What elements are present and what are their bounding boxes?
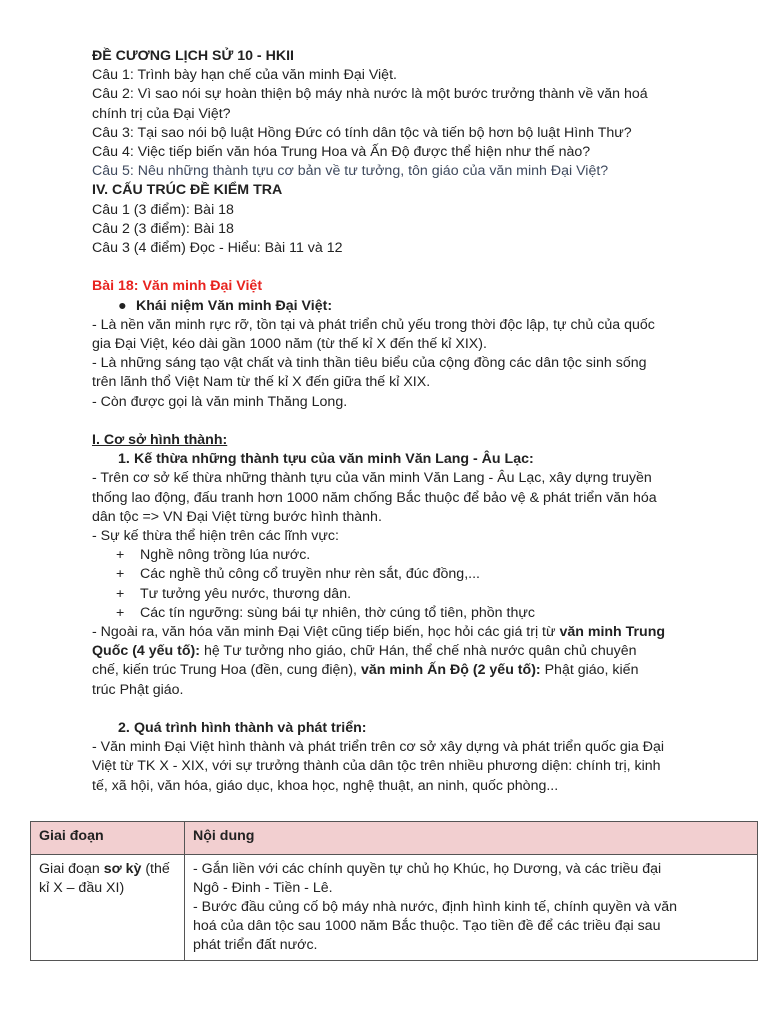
concept-heading: Khái niệm Văn minh Đại Việt: (136, 297, 333, 314)
period-emphasis: sơ kỳ (103, 861, 142, 877)
plus-marker: + (116, 585, 125, 602)
sub1-line: - Sự kế thừa thể hiện trên các lĩnh vực: (92, 528, 339, 545)
concept-line: - Là nền văn minh rực rỡ, tồn tại và phát triển chủ yếu trong thời độc lập, tự chủ của quốc (92, 316, 655, 333)
concept-line: gia Đại Việt, kéo dài gần 1000 năm (từ thế kỉ X đến thế kỉ XIX). (92, 336, 487, 353)
spacer (92, 412, 736, 431)
sub2-line: tế, xã hội, văn hóa, giáo dục, khoa học, nghệ thuật, an ninh, quốc phòng... (92, 777, 559, 794)
question-1: Câu 1: Trình bày hạn chế của văn minh Đại Việt. (92, 67, 397, 84)
influence-emphasis: văn minh Trung (559, 624, 666, 641)
sub1-line: dân tộc => VN Đại Việt từng bước hình thành. (92, 508, 382, 525)
doc-title: ĐỀ CƯƠNG LỊCH SỬ 10 - HKII (92, 48, 294, 64)
structure-item-2: Câu 2 (3 điểm): Bài 18 (92, 220, 234, 237)
sub2-line: Việt từ TK X - XIX, với sự trưởng thành của dân tộc trên nhiều phương diện: chính trị, kinh (92, 758, 661, 775)
concept-line: - Là những sáng tạo vật chất và tinh thần tiêu biểu của cộng đồng các dân tộc sinh sống (92, 355, 647, 372)
plus-item (92, 604, 736, 623)
content-line: - Gắn liền với các chính quyền tự chủ họ Khúc, họ Dương, và các triều đại (193, 861, 662, 877)
structure-heading: IV. CẤU TRÚC ĐỀ KIỂM TRA (92, 182, 283, 199)
table-header-cell: Giai đoạn (31, 822, 185, 855)
plus-marker: + (116, 604, 125, 621)
plus-marker: + (116, 547, 125, 564)
plus-item-text: Các nghề thủ công cổ truyền như rèn sắt, đúc đồng,... (140, 566, 480, 583)
lesson-title: Bài 18: Văn minh Đại Việt (92, 278, 263, 295)
influence-text: chế, kiến trúc Trung Hoa (đền, cung điện), (92, 662, 361, 679)
section1-heading: I. Cơ sở hình thành: (92, 432, 228, 449)
plus-item (92, 565, 736, 584)
influence-emphasis: văn minh Ấn Độ (2 yếu tố): (360, 662, 541, 679)
sub1-line: thống lao động, đấu tranh hơn 1000 năm chống Bắc thuộc để bảo vệ & phát triển văn hóa (92, 489, 657, 506)
structure-item-3: Câu 3 (4 điểm) Đọc - Hiểu: Bài 11 và 12 (92, 240, 343, 257)
content-line: - Bước đầu củng cố bộ máy nhà nước, định hình kinh tế, chính quyền và văn (193, 899, 678, 915)
question-2: Câu 2: Vì sao nói sự hoàn thiện bộ máy nhà nước là một bước trưởng thành về văn hoá (92, 86, 648, 103)
plus-item-text: Các tín ngưỡng: sùng bái tự nhiên, thờ cúng tổ tiên, phồn thực (140, 604, 535, 621)
table-header-cell: Nội dung (185, 822, 758, 855)
sub2-heading: Quá trình hình thành và phát triển: (134, 720, 367, 737)
plus-item (92, 585, 736, 604)
question-2-cont: chính trị của Đại Việt? (92, 105, 231, 122)
spacer (92, 258, 736, 277)
question-5: Câu 5: Nêu những thành tựu cơ bản về tư tưởng, tôn giáo của văn minh Đại Việt? (92, 163, 609, 180)
influence-emphasis: Quốc (4 yếu tố): (92, 643, 200, 660)
periods-table (30, 821, 758, 961)
sub2-row (92, 719, 736, 738)
table-cell-content (185, 855, 758, 961)
content-line: hoá của dân tộc sau 1000 năm Bắc thuộc. Tạo tiền đề để các triều đại sau (193, 918, 661, 934)
sub2-number: 2. (118, 720, 130, 737)
concept-line: - Còn được gọi là văn minh Thăng Long. (92, 393, 348, 410)
content-line: Ngô - Đinh - Tiền - Lê. (193, 880, 333, 896)
table-cell-period (31, 855, 185, 961)
sub2-line: - Văn minh Đại Việt hình thành và phát triển trên cơ sở xây dựng và phát triển quốc gia Đại (92, 739, 665, 756)
concept-line: trên lãnh thổ Việt Nam từ thế kỉ X đến giữa thế kỉ XIX. (92, 374, 431, 391)
table-header-row (31, 822, 758, 855)
influence-line (92, 623, 736, 642)
question-4: Câu 4: Việc tiếp biến văn hóa Trung Hoa và Ấn Độ được thể hiện như thế nào? (92, 144, 591, 161)
table-row (31, 855, 758, 961)
plus-item (92, 546, 736, 565)
influence-text: hệ Tư tưởng nho giáo, chữ Hán, thể chế nhà nước quân chủ chuyên (200, 643, 637, 660)
question-3: Câu 3: Tại sao nói bộ luật Hồng Đức có tính dân tộc và tiến bộ hơn bộ luật Hình Thư? (92, 124, 632, 141)
sub1-number: 1. (118, 451, 130, 468)
influence-text: - Ngoài ra, văn hóa văn minh Đại Việt cũng tiếp biến, học hỏi các giá trị từ (92, 624, 560, 641)
plus-marker: + (116, 566, 125, 583)
spacer (92, 700, 736, 719)
influence-line (92, 661, 736, 680)
plus-item-text: Nghề nông trồng lúa nước. (140, 547, 311, 564)
bullet-icon: ● (118, 297, 127, 314)
influence-line: trúc Phật giáo. (92, 681, 184, 698)
influence-text: Phật giáo, kiến (540, 662, 639, 679)
structure-item-1: Câu 1 (3 điểm): Bài 18 (92, 201, 234, 218)
influence-line (92, 642, 736, 661)
plus-item-text: Tư tưởng yêu nước, thương dân. (140, 585, 352, 602)
sub1-row (92, 450, 736, 469)
period-text: Giai đoạn (39, 861, 104, 877)
period-text: (thế kỉ X – đầu XI) (39, 861, 170, 896)
sub1-line: - Trên cơ sở kế thừa những thành tựu của văn minh Văn Lang - Âu Lạc, xây dựng truyền (92, 470, 652, 487)
sub1-heading: Kế thừa những thành tựu của văn minh Văn Lang - Âu Lạc: (134, 451, 534, 468)
concept-bullet-row (92, 297, 736, 316)
content-line: phát triển đất nước. (193, 937, 318, 953)
